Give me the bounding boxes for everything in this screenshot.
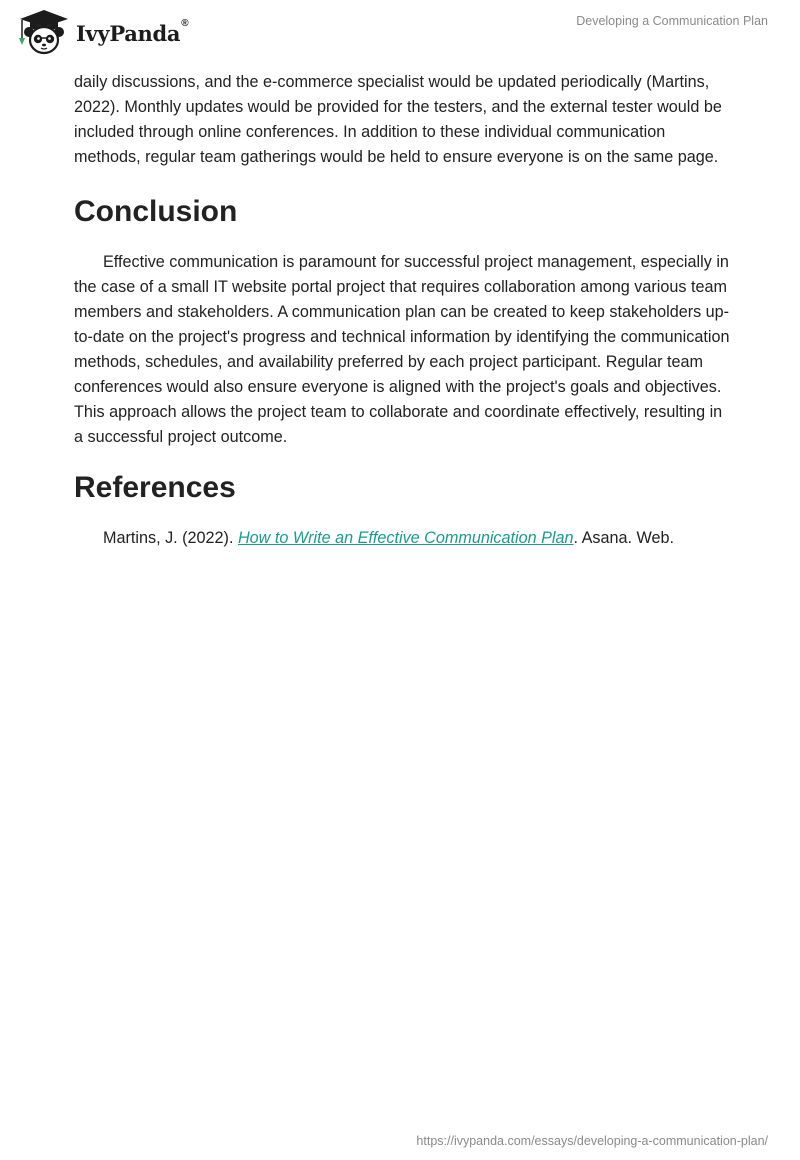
reference-link[interactable]: How to Write an Effective Communication Plan: [237, 529, 574, 547]
logo-wordmark: IvyPanda®: [76, 17, 189, 46]
references-heading: References: [74, 471, 236, 504]
reference-item: [74, 526, 734, 551]
essay-content: [74, 70, 734, 551]
page-header: [0, 0, 800, 60]
conclusion-heading: Conclusion: [74, 195, 238, 228]
registered-mark: ®: [181, 17, 189, 29]
reference-suffix: . Asana. Web.: [573, 529, 675, 547]
ivypanda-logo[interactable]: [14, 8, 188, 56]
panda-graduate-icon: [14, 8, 74, 56]
document-title: Developing a Communication Plan: [576, 14, 768, 28]
conclusion-paragraph: Effective communication is paramount for successful project management, especially in the case of a small IT website portal project that requires collaboration among various team members and stakeholders. A communication plan can be created to keep stakeholders up-to-date on the project's progress and technical information by identifying the communication methods, schedules, and availability preferred by each project participant. Regular team conferences would also ensure everyone is aligned with the project's goals and objectives. This approach allows the project team to collaborate and coordinate effectively, resulting in a successful project outcome.: [74, 253, 730, 446]
footer-url: https://ivypanda.com/essays/developing-a-communication-plan/: [416, 1134, 768, 1148]
reference-prefix: Martins, J. (2022).: [103, 529, 238, 547]
intro-paragraph: daily discussions, and the e-commerce specialist would be updated periodically (Martins, 2022). Monthly updates would be provided for the testers, and the external tester would be included through online conferences. In addition to these individual communication methods, regular team gatherings would be held to ensure everyone is on the same page.: [74, 73, 722, 166]
